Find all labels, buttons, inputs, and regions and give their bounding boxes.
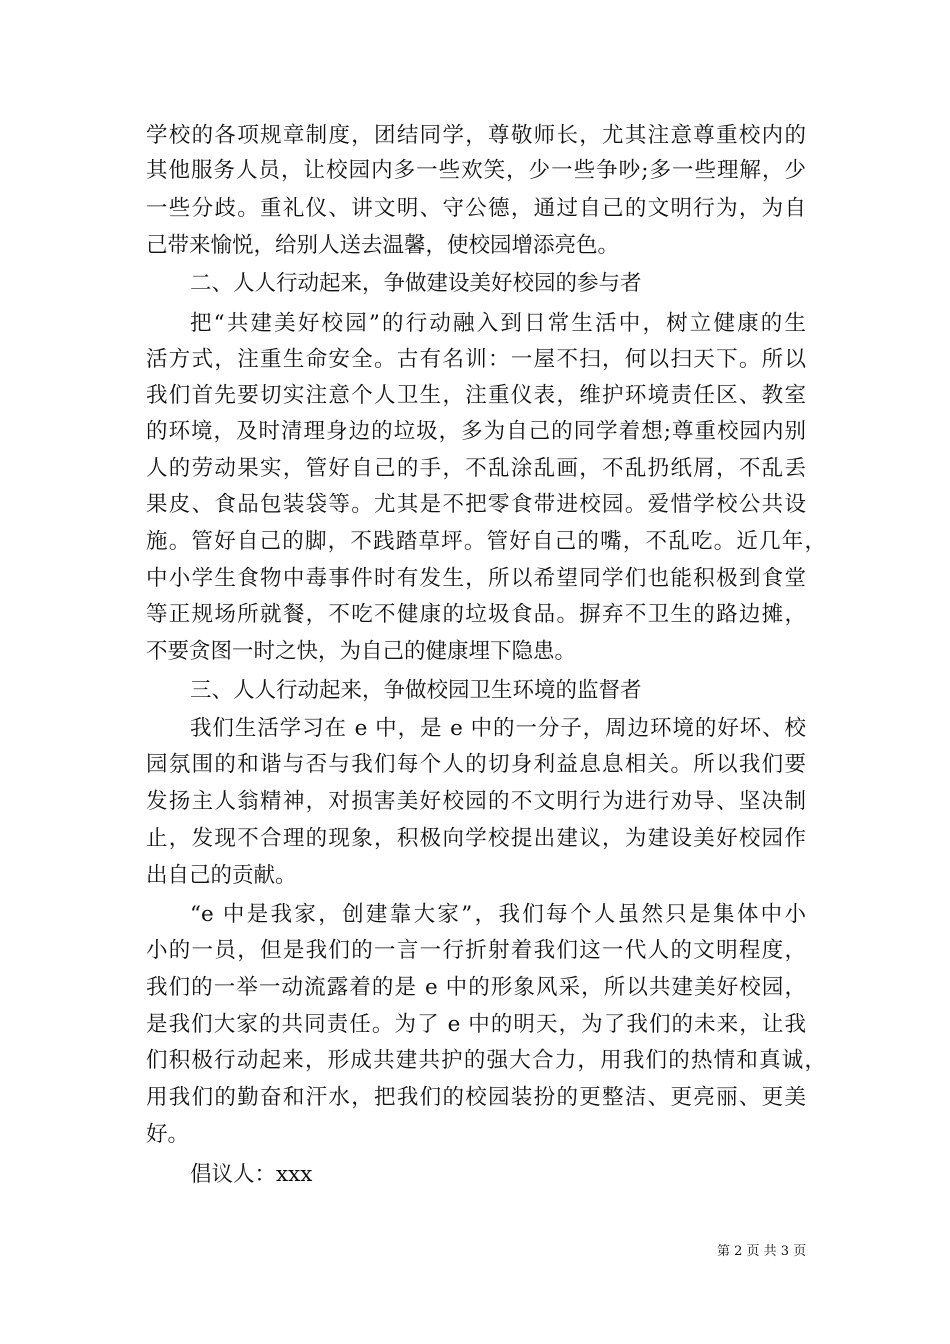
- body-text-line: “e 中是我家，创建靠大家”，我们每个人虽然只是集体中小: [190, 902, 806, 927]
- signature-line: 倡议人：xxx: [190, 1162, 313, 1187]
- body-text-line: 止，发现不合理的现象，积极向学校提出建议，为建设美好校园作: [146, 826, 806, 851]
- body-text-line: 等正规场所就餐，不吃不健康的垃圾食品。摒弃不卫生的路边摊，: [146, 602, 806, 627]
- body-text-line: 其他服务人员，让校园内多一些欢笑，少一些争吵;多一些理解，少: [146, 158, 806, 183]
- body-text-line: 学校的各项规章制度，团结同学，尊敬师长，尤其注意尊重校内的: [146, 123, 806, 148]
- body-text-line: 中小学生食物中毒事件时有发生，所以希望同学们也能积极到食堂: [146, 566, 806, 591]
- body-text-line: 把“共建美好校园”的行动融入到日常生活中，树立健康的生: [190, 311, 806, 336]
- section-heading-3: 三、人人行动起来，争做校园卫生环境的监督者: [190, 678, 642, 703]
- body-text-line: 园氛围的和谐与否与我们每个人的切身利益息息相关。所以我们要: [146, 752, 806, 777]
- body-text-line: 我们首先要切实注意个人卫生，注重仪表，维护环境责任区、教室: [146, 383, 806, 408]
- body-text-line: 不要贪图一时之快，为自己的健康埋下隐患。: [146, 639, 577, 664]
- section-heading-2: 二、人人行动起来，争做建设美好校园的参与者: [190, 271, 642, 296]
- body-text-line: 己带来愉悦，给别人送去温馨，使校园增添亮色。: [146, 233, 620, 258]
- body-text-line: 出自己的贡献。: [146, 863, 297, 888]
- body-text-line: 我们生活学习在 e 中，是 e 中的一分子，周边环境的好坏、校: [190, 716, 806, 741]
- body-text-line: 活方式，注重生命安全。古有名训：一屋不扫，何以扫天下。所以: [146, 347, 806, 372]
- body-text-line: 我们的一举一动流露着的是 e 中的形象风采，所以共建美好校园，: [146, 975, 806, 1000]
- body-text-line: 人的劳动果实，管好自己的手，不乱涂乱画，不乱扔纸屑，不乱丢: [146, 456, 806, 481]
- page-number-footer: 第 2 页 共 3 页: [717, 1244, 807, 1259]
- body-text-line: 果皮、食品包装袋等。尤其是不把零食带进校园。爱惜学校公共设: [146, 492, 806, 517]
- body-text-line: 的环境，及时清理身边的垃圾，多为自己的同学着想;尊重校园内别: [146, 419, 806, 444]
- body-text-line: 好。: [146, 1122, 190, 1147]
- body-text-line: 施。管好自己的脚，不践踏草坪。管好自己的嘴，不乱吃。近几年，: [146, 529, 826, 554]
- body-text-line: 小的一员，但是我们的一言一行折射着我们这一代人的文明程度，: [146, 938, 806, 963]
- body-text-line: 一些分歧。重礼仪、讲文明、守公德，通过自己的文明行为，为自: [146, 196, 806, 221]
- body-text-line: 用我们的勤奋和汗水，把我们的校园装扮的更整洁、更亮丽、更美: [146, 1085, 806, 1110]
- body-text-line: 们积极行动起来，形成共建共护的强大合力，用我们的热情和真诚，: [146, 1048, 826, 1073]
- body-text-line: 是我们大家的共同责任。为了 e 中的明天，为了我们的未来，让我: [146, 1012, 806, 1037]
- body-text-line: 发扬主人翁精神，对损害美好校园的不文明行为进行劝导、坚决制: [146, 789, 806, 814]
